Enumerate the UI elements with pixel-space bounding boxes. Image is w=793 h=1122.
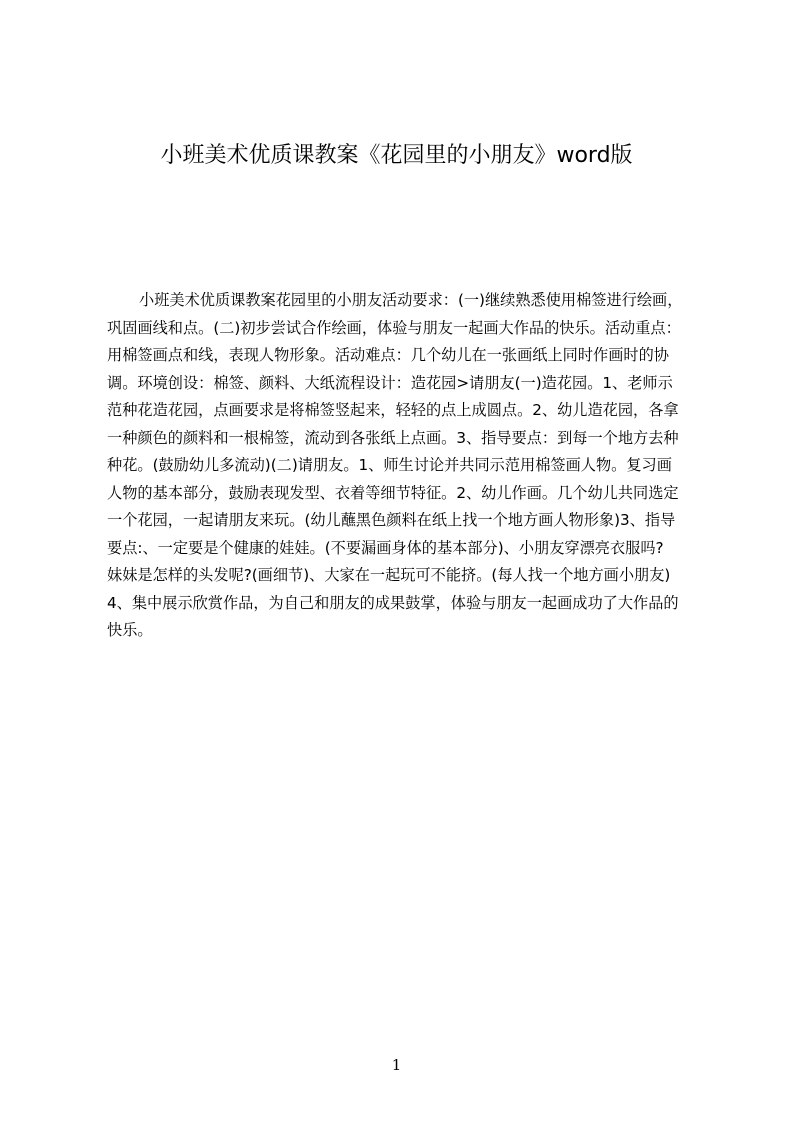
document-title: 小班美术优质课教案《花园里的小朋友》word版 [160,143,633,168]
page-number: 1 [391,1056,402,1074]
text-line: 巩固画线和点。(二)初步尝试合作绘画，体验与朋友一起画大作品的快乐。活动重点： [107,318,681,337]
text-line: 人物的基本部分，鼓励表现发型、衣着等细节特征。2、幼儿作画。几个幼儿共同选定 [107,483,679,502]
body-paragraph [107,287,697,647]
text-line: 小班美术优质课教案花园里的小朋友活动要求：(一)继续熟悉使用棉签进行绘画， [139,291,683,309]
text-line: 4、集中展示欣赏作品，为自己和朋友的成果鼓掌，体验与朋友一起画成功了大作品的 [107,593,679,612]
text-line: 要点:、一定要是个健康的娃娃。(不要漏画身体的基本部分)、小朋友穿漂亮衣服吗? [107,538,664,557]
text-line: 范种花造花园，点画要求是将棉签竖起来，轻轻的点上成圆点。2、幼儿造花园，各拿 [107,401,679,419]
text-line: 一种颜色的颜料和一根棉签，流动到各张纸上点画。3、指导要点：到每一个地方去种 [107,428,679,447]
text-line: 种花。(鼓励幼儿多流动)(二)请朋友。1、师生讨论并共同示范用棉签画人物。复习画 [107,456,672,474]
text-line: 快乐。 [107,621,153,639]
text-line: 一个花园，一起请朋友来玩。(幼儿蘸黑色颜料在纸上找一个地方画人物形象)3、指导 [107,511,676,529]
text-line: 用棉签画点和线，表现人物形象。活动难点：几个幼儿在一张画纸上同时作画时的协 [107,346,669,364]
text-line: 妹妹是怎样的头发呢?(画细节)、大家在一起玩可不能挤。(每人找一个地方画小朋友) [107,566,671,584]
text-line: 调。环境创设：棉签、颜料、大纸流程设计：造花园>请朋友(一)造花园。1、老师示 [107,373,673,392]
